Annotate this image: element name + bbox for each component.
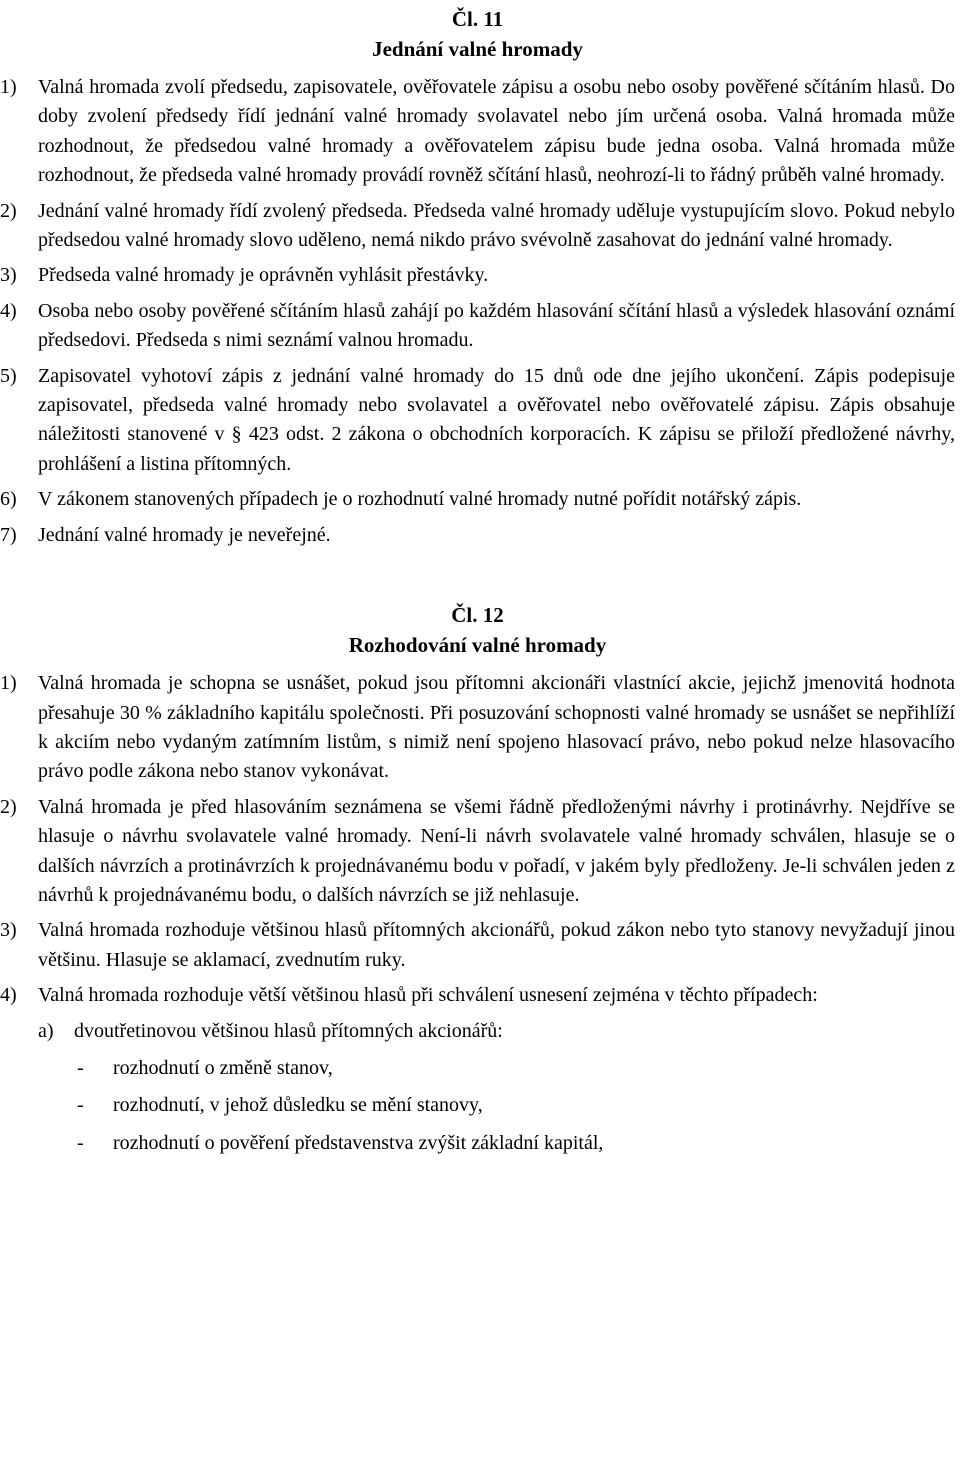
paragraph-text: V zákonem stanovených případech je o rozhodnutí valné hromady nutné pořídit notářský zápis. (38, 488, 802, 511)
dash-item (0, 1091, 955, 1120)
paragraph (0, 197, 955, 256)
paragraph-number: 4) (0, 984, 17, 1007)
paragraph-number: 6) (0, 488, 17, 511)
paragraph (0, 73, 955, 191)
paragraph (0, 916, 955, 975)
paragraph-number: 1) (0, 76, 17, 98)
paragraph-number: 2) (0, 199, 17, 222)
paragraph (0, 521, 955, 550)
dash-item (0, 1054, 955, 1083)
paragraph-number: 7) (0, 523, 17, 546)
article-number: Čl. 11 (451, 7, 504, 31)
paragraph (0, 793, 955, 911)
dash-marker: - (77, 1131, 84, 1154)
paragraph-text: Předseda valné hromady je oprávněn vyhlásit přestávky. (38, 264, 489, 287)
paragraph-number: 5) (0, 364, 17, 387)
sub-item-text: dvoutřetinovou většinou hlasů přítomných akcionářů: (74, 1019, 503, 1042)
article-number: Čl. 12 (451, 603, 504, 628)
paragraph-text: Jednání valné hromady řídí zvolený předseda. Předseda valné hromady uděluje vystupujícím slovo. Pokud nebylo předsedou valné hromady slovo uděleno, nemá nikdo právo svévolně zasahovat do jednání valné hromady. (38, 199, 955, 252)
dash-item-text: rozhodnutí, v jehož důsledku se mění stanovy, (113, 1094, 483, 1117)
article-title: Jednání valné hromady (372, 37, 583, 61)
paragraph-text: Zapisovatel vyhotoví zápis z jednání valné hromady do 15 dnů ode dne jejího ukončení. Zápis podepisuje zapisovatel, předseda valné hromady nebo svolavatel a ověřovatel nebo ověřovatelé zápisu. Zápis obsahuje náležitosti stanovené v § 423 odst. 2 zákona o obchodních korporacích. K zápisu se přiloží předložené návrhy, prohlášení a listina přítomných. (38, 364, 955, 475)
dash-item-text: rozhodnutí o změně stanov, (113, 1056, 333, 1079)
paragraph-number: 3) (0, 264, 17, 287)
paragraph-number: 1) (0, 672, 17, 695)
paragraph (0, 297, 955, 356)
paragraph (0, 362, 955, 480)
article-11 (0, 0, 960, 550)
paragraph-text: Valná hromada rozhoduje větší většinou hlasů při schválení usnesení zejména v těchto případech: (38, 984, 818, 1007)
paragraph-text: Valná hromada zvolí předsedu, zapisovatele, ověřovatele zápisu a osobu nebo osoby pověřené sčítáním hlasů. Do doby zvolení předsedy řídí jednání valné hromady svolavatel nebo jím určená osoba. Valná hromada může rozhodnout, že předsedou valné hromady a ověřovatelem zápisu bude jedna osoba. Valná hromada může rozhodnout, že předseda valné hromady provádí rovněž sčítání hlasů, neohrozí-li to řádný průběh valné hromady. (38, 76, 955, 187)
article-12 (0, 600, 960, 1158)
dash-item-text: rozhodnutí o pověření představenstva zvýšit základní kapitál, (113, 1131, 604, 1154)
paragraph-text: Valná hromada je před hlasováním seznámena se všemi řádně předloženými návrhy i protinávrhy. Nejdříve se hlasuje o návrhu svolavatele valné hromady. Není-li návrh svolavatele valné hromady schválen, hlasuje se o dalších návrzích a protinávrzích k projednávanému bodu v pořadí, v jakém byly předloženy. Je-li schválen jeden z návrhů k projednávanému bodu, o dalších návrzích se již nehlasuje. (38, 795, 955, 906)
paragraph-text: Valná hromada je schopna se usnášet, pokud jsou přítomni akcionáři vlastnící akcie, jejichž jmenovitá hodnota přesahuje 30 % základního kapitálu společnosti. Při posuzování schopnosti valné hromady se usnášet se nepřihlíží k akciím nebo vydaným zatímním listům, s nimiž není spojeno hlasovací právo, nebo pokud nelze hlasovacího právo podle zákona nebo stanov vykonávat. (38, 672, 955, 783)
paragraph-text: Osoba nebo osoby pověřené sčítáním hlasů zahájí po každém hlasování sčítání hlasů a výsledek hlasování oznámí předsedovi. Předseda s nimi seznámí valnou hromadu. (38, 299, 955, 352)
paragraph (0, 485, 955, 514)
sub-item-letter: a) (38, 1019, 54, 1042)
paragraph (0, 261, 955, 290)
paragraph-number: 4) (0, 299, 17, 322)
paragraph-text: Valná hromada rozhoduje většinou hlasů přítomných akcionářů, pokud zákon nebo tyto stanovy nevyžadují jinou většinu. Hlasuje se aklamací, zvednutím ruky. (38, 919, 955, 971)
sub-item (0, 1017, 955, 1046)
paragraph-text: Jednání valné hromady je neveřejné. (38, 523, 331, 546)
dash-marker: - (77, 1094, 84, 1117)
article-title: Rozhodování valné hromady (348, 633, 607, 658)
paragraph-number: 2) (0, 795, 17, 818)
paragraph-number: 3) (0, 919, 17, 942)
dash-item (0, 1129, 955, 1158)
paragraph (0, 669, 955, 787)
dash-marker: - (77, 1056, 84, 1079)
paragraph (0, 981, 955, 1010)
